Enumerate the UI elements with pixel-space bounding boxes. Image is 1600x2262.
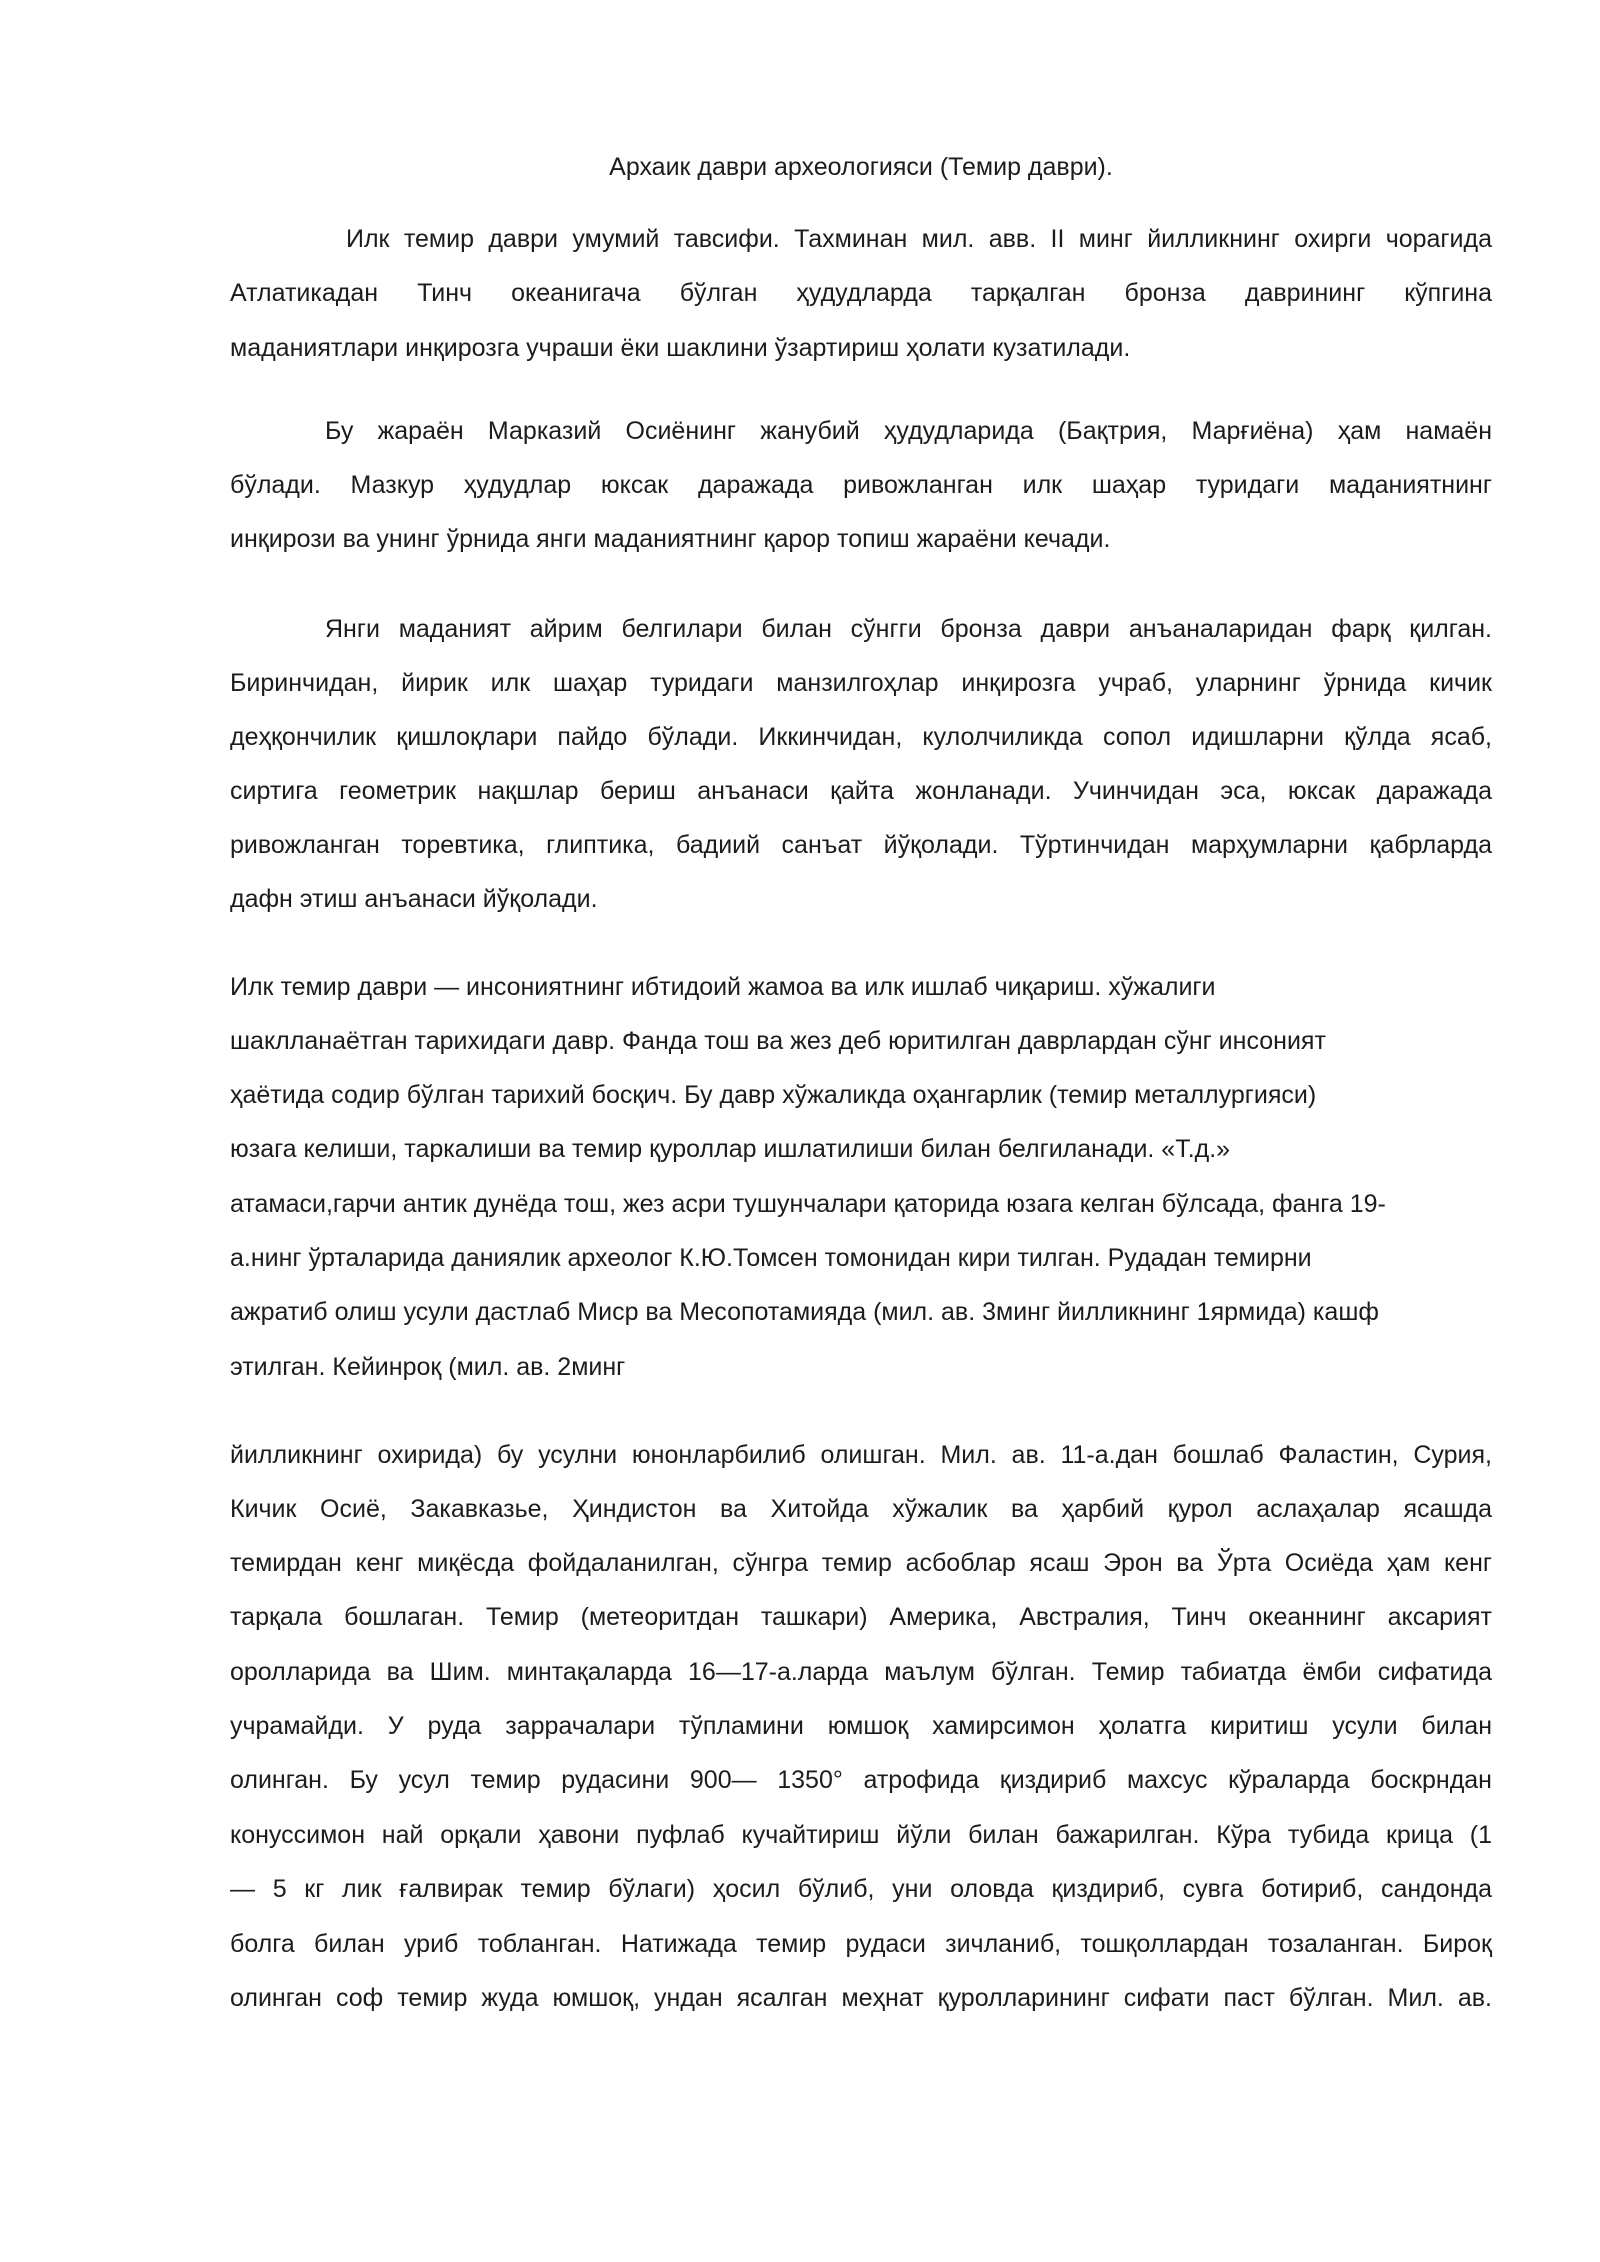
paragraph-line: а.нинг ўрталарида даниялик археолог К.Ю.Томсен томонидан кири тилган. Рудадан темирни (230, 1244, 1312, 1272)
paragraph-line: ажратиб олиш усули дастлаб Миср ва Месопотамияда (мил. ав. 3минг йилликнинг 1ярмида) кашф (230, 1298, 1379, 1326)
paragraph-line: тарқала бошлаган. Темир (метеоритдан ташкари) Америка, Австралия, Тинч океаннинг аксарият (230, 1603, 1492, 1631)
paragraph-line: конуссимон най орқали ҳавони пуфлаб кучайтириш йўли билан бажарилган. Кўра тубида крица (1 (230, 1821, 1492, 1849)
paragraph-line: Илк темир даври — инсониятнинг ибтидоий жамоа ва илк ишлаб чиқариш. хўжалиги (230, 973, 1216, 1001)
paragraph-line: атамаси,гарчи антик дунёда тош, жез асри тушунчалари қаторида юзага келган бўлсада, фанга 19- (230, 1190, 1386, 1218)
paragraph-line: — 5 кг лик ғалвирак темир бўлаги) ҳосил бўлиб, уни оловда қиздириб, сувга ботириб, сандонда (230, 1875, 1492, 1903)
paragraph-line: шаклланаётган тарихидаги давр. Фанда тош ва жез деб юритилган даврлардан сўнг инсоният (230, 1027, 1326, 1055)
paragraph-line: оролларида ва Шим. минтақаларда 16—17-а.ларда маълум бўлган. Темир табиатда ёмби сифатида (230, 1658, 1492, 1686)
paragraph-line: инқирози ва унинг ўрнида янги маданиятнинг қарор топиш жараёни кечади. (230, 525, 1111, 553)
paragraph-line: Илк темир даври умумий тавсифи. Тахминан мил. авв. II минг йилликнинг охирги чорагида (346, 225, 1492, 253)
paragraph-line: ҳаётида содир бўлган тарихий босқич. Бу давр хўжаликда оҳангарлик (темир металлургияси) (230, 1081, 1317, 1109)
paragraph-line: йилликнинг охирида) бу усулни юнонларбилиб олишган. Мил. ав. 11-а.дан бошлаб Фаластин, Сурия, (230, 1441, 1492, 1469)
paragraph-line: сиртига геометрик нақшлар бериш анъанаси қайта жонланади. Учинчидан эса, юксак даражада (230, 777, 1492, 805)
paragraph-line: юзага келиши, таркалиши ва темир қуроллар ишлатилиши билан белгиланади. «Т.д.» (230, 1135, 1231, 1163)
paragraph-line: Кичик Осиё, Закавказье, Ҳиндистон ва Хитойда хўжалик ва ҳарбий қурол аслаҳалар ясашда (230, 1495, 1492, 1523)
paragraph-line: болга билан уриб тобланган. Натижада темир рудаси зичланиб, тошқоллардан тозаланган. Бироқ (230, 1930, 1492, 1958)
paragraph-line: деҳқончилик қишлоқлари пайдо бўлади. Иккинчидан, кулолчиликда сопол идишларни қўлда ясаб, (230, 723, 1492, 751)
paragraph-line: темирдан кенг миқёсда фойдаланилган, сўнгра темир асбоблар ясаш Эрон ва Ўрта Осиёда ҳам кенг (230, 1549, 1492, 1577)
paragraph-line: Атлатикадан Тинч океанигача бўлган ҳудудларда тарқалган бронза даврининг кўпгина (230, 279, 1492, 307)
paragraph-line: этилган. Кейинроқ (мил. ав. 2минг (230, 1353, 626, 1381)
paragraph-line: олинган соф темир жуда юмшоқ, ундан ясалган меҳнат қуролларининг сифати паст бўлган. Мил. ав. (230, 1984, 1492, 2012)
paragraph-line: олинган. Бу усул темир рудасини 900— 1350° атрофида қиздириб махсус кўраларда боскрндан (230, 1766, 1492, 1794)
paragraph-line: маданиятлари инқирозга учраши ёки шаклини ўзартириш ҳолати кузатилади. (230, 334, 1131, 362)
paragraph-line: Бу жараён Марказий Осиёнинг жанубий ҳудудларида (Бақтрия, Марғиёна) ҳам намаён (325, 417, 1492, 445)
paragraph-line: учрамайди. У руда заррачалари тўпламини юмшоқ хамирсимон ҳолатга киритиш усули билан (230, 1712, 1492, 1740)
paragraph-line: дафн этиш анъанаси йўқолади. (230, 885, 598, 913)
paragraph-line: ривожланган торевтика, глиптика, бадиий санъат йўқолади. Тўртинчидан марҳумларни қабрларда (230, 831, 1492, 859)
paragraph-line: Янги маданият айрим белгилари билан сўнгги бронза даври анъаналаридан фарқ қилган. (325, 615, 1492, 643)
document-title: Архаик даври археологияси (Темир даври). (609, 153, 1113, 181)
paragraph-line: бўлади. Мазкур ҳудудлар юксак даражада ривожланган илк шаҳар туридаги маданиятнинг (230, 471, 1492, 499)
paragraph-line: Биринчидан, йирик илк шаҳар туридаги манзилгоҳлар инқирозга учраб, уларнинг ўрнида кичик (230, 669, 1492, 697)
